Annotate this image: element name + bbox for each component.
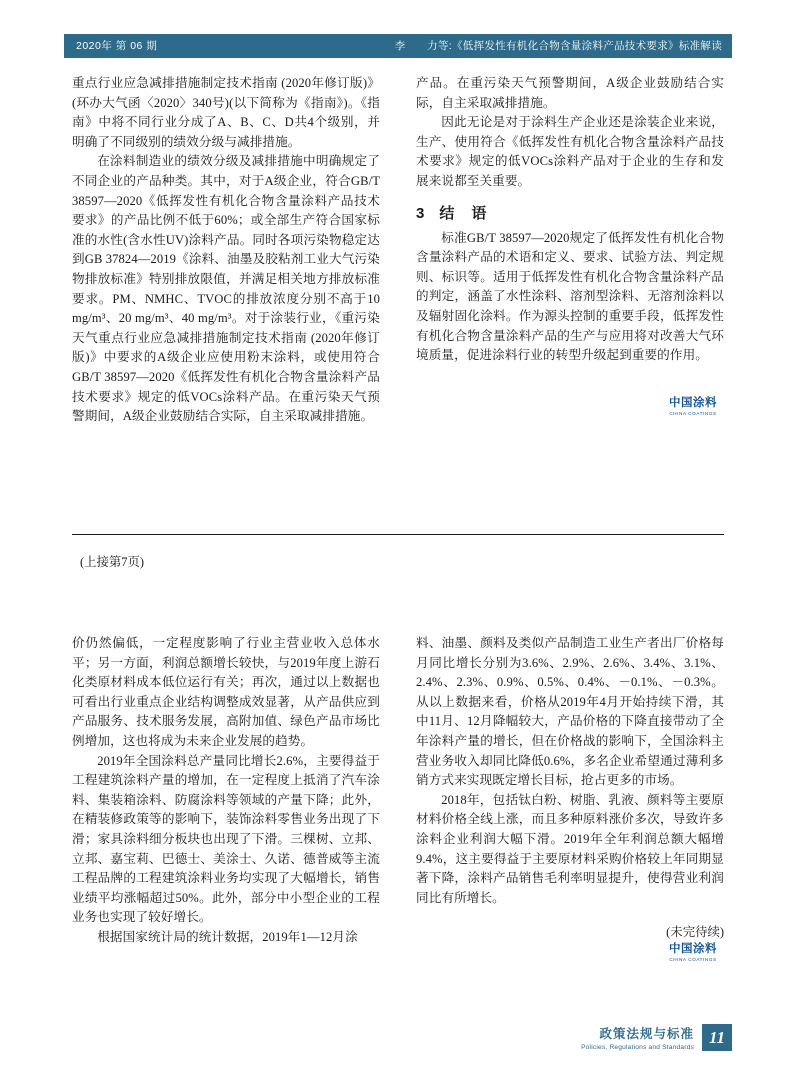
footer-en-text: Policies, Regulations and Standards [581,1044,694,1051]
paragraph: 2018年，包括钛白粉、树脂、乳液、颜料等主要原材料价格全线上涨，而且多种原料涨价多次，导致许多涂料企业利润大幅下滑。2019年全年利润总额大幅增9.4%，这主要得益于主要原材料采购价格较上年同期显著下降，涂料产品销售毛利率明显提升，使得营业利润同比有所增长。 [416,792,724,905]
paragraph: 产品。在重污染天气预警期间，A级企业鼓励结合实际，自主采取减排措施。 [416,76,724,110]
logo-cn-text: 中国涂料 [669,397,717,409]
paragraph: 2019年全国涂料总产量同比增长2.6%，主要得益于工程建筑涂料产量的增加，在一定程度上抵消了汽车涂料、集装箱涂料、防腐涂料等领域的产量下降；此外，在精装修政策等的影响下，装饰涂料零售业务出现了下滑；家具涂料细分板块也出现了下滑。三棵树、立邦、立邦、嘉宝莉、巴德士、美涂士、久诺、德普威等主流工程品牌的工程建筑涂料业务均实现了大幅增长，销售业绩平均涨幅超过50%。此外，部分中小型企业的工程业务也实现了较好增长。 [72,753,380,925]
bottom-right-column [416,634,724,948]
section-number: 3 [416,204,426,222]
section-divider [72,534,724,535]
logo-cn-text: 中国涂料 [669,943,717,955]
page-number: 11 [702,1024,732,1051]
header-article-title: 李 力等:《低挥发性有机化合物含量涂料产品技术要求》标准解读 [394,40,722,52]
paragraph: 价仍然偏低，一定程度影响了行业主营业收入总体水平；另一方面，利润总额增长较快，与2019年度上游石化类原材料成本低位运行有关；再次，通过以上数据也可看出行业重点企业结构调整成效显著，从产品供应到产品服务、技术服务发展，高附加值、绿色产品市场比例增加，这也将成为未来企业发展的趋势。 [72,636,380,748]
paragraph: 在涂料制造业的绩效分级及减排措施中明确规定了不同企业的产品种类。其中，对于A级企业，符合GB/T 38597—2020《低挥发性有机化合物含量涂料产品技术要求》的产品比例不低于60%；或全部生产符合国家标准的水性(含水性UV)涂料产品。同时各项污染物稳定达到GB 37824—2019《涂料、油墨及胶粘剂工业大气污染物排放标准》特别排放限值，并满足相关地方排放标准要求。PM、NMHC、TVOC的排放浓度分别不高于10 mg/m³、20 mg/m³、40 mg/m³。对于涂装行业，《重污染天气重点行业应急减排措施制定技术指南 (2020年修订版)》中要求的A级企业应使用粉末涂料，或使用符合GB/T 38597—2020《低挥发性有机化合物含量涂料产品技术要求》规定的低VOCs涂料产品。在重污染天气预警期间，A级企业鼓励结合实际，自主采取减排措施。 [72,154,380,424]
section-heading [416,202,724,223]
footer-section-label [581,1024,702,1051]
paragraph: 标准GB/T 38597—2020规定了低挥发性有机化合物含量涂料产品的术语和定义、要求、试验方法、判定规则、标识等。适用于低挥发性有机化合物含量涂料产品的判定，涵盖了水性涂料、溶剂型涂料、无溶剂涂料以及辐射固化涂料。作为源头控制的重要手段，低挥发性有机化合物含量涂料产品的生产与应用将对改善大气环境质量，促进涂料行业的转型升级起到重要的作用。 [416,230,724,363]
page-footer [581,1024,732,1051]
to-be-continued-note: (未完待续) [666,925,724,940]
paragraph: 料、油墨、颜料及类似产品制造工业生产者出厂价格每月同比增长分别为3.6%、2.9%、2.6%、3.4%、3.1%、2.4%、2.3%、0.9%、0.5%、0.4%、－0.1%、－0.3%。从以上数据来看，价格从2019年4月开始持续下滑，其中11月、12月降幅较大，产品价格的下降直接带动了全年涂料产量的增长，但在价格战的影响下，全国涂料主营业务收入却同比降低0.6%，多名企业希望通过薄利多销方式来实现既定增长目标，抢占更多的市场。 [416,636,724,788]
china-coatings-logo [662,398,724,416]
top-left-column [72,74,380,427]
section-title: 结 语 [439,204,488,222]
bottom-article-columns [72,634,724,948]
paragraph: 因此无论是对于涂料生产企业还是涂装企业来说，生产、使用符合《低挥发性有机化合物含量涂料产品技术要求》规定的低VOCs涂料产品对于企业的生存和发展来说都至关重要。 [416,115,724,188]
china-coatings-logo [662,944,724,962]
paragraph: 重点行业应急减排措施制定技术指南 (2020年修订版)》(环办大气函〈2020〉340号)(以下简称为《指南》)。《指南》中将不同行业分成了A、B、C、D共4个级别，并明确了不同级别的绩效分级与减排措施。 [72,76,380,149]
header-issue-label: 2020年 第 06 期 [76,40,158,52]
continuation-note: (上接第7页) [80,555,145,569]
top-article-columns [72,74,724,427]
footer-cn-text: 政策法规与标准 [599,1027,694,1041]
logo-en-text: CHINA COATINGS [669,956,717,962]
paragraph: 根据国家统计局的统计数据，2019年1—12月涂 [97,929,358,944]
logo-en-text: CHINA COATINGS [669,410,717,416]
bottom-left-column [72,634,380,948]
page-header [64,34,732,60]
top-right-column [416,74,724,427]
